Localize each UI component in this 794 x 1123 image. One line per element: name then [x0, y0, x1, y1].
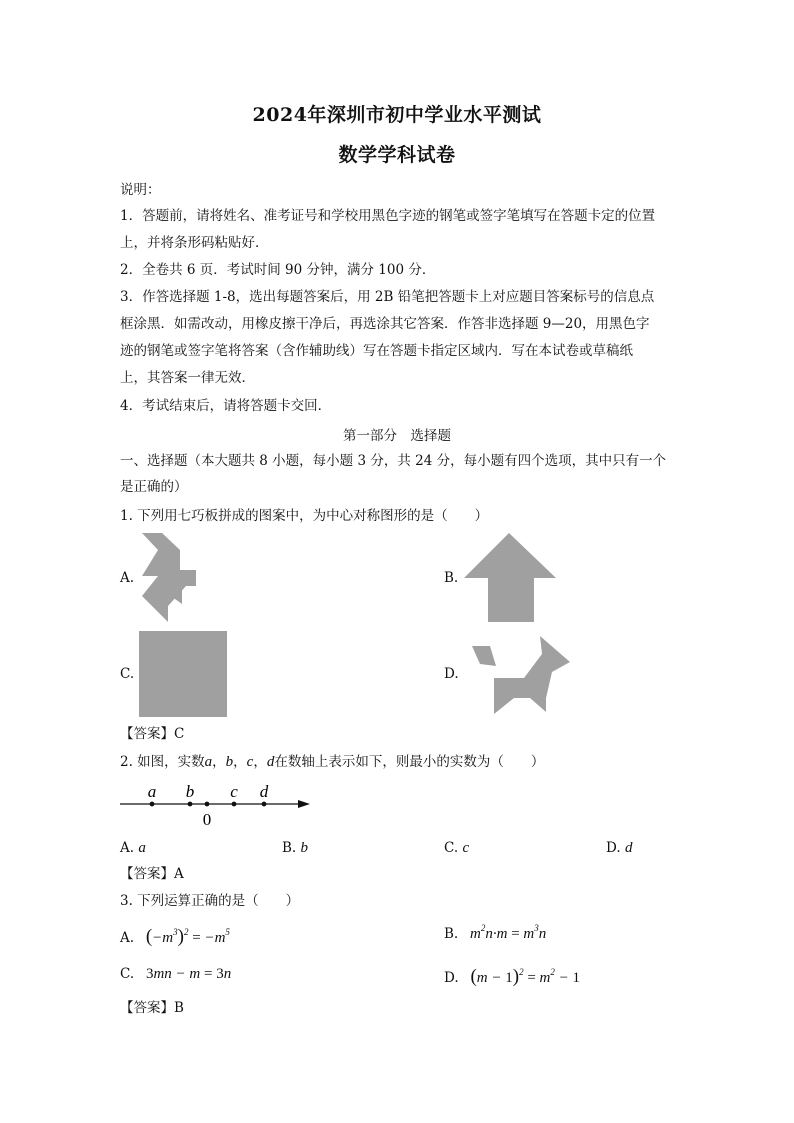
instruction-line: 1．答题前，请将姓名、准考证号和学校用黑色字迹的钢笔或签字笔填写在答题卡定的位置 [120, 208, 656, 224]
instruction-line: 2．全卷共 6 页．考试时间 90 分钟，满分 100 分． [120, 262, 436, 278]
q3-expression-a: $(-m^3)^2 = -m^5$ [145, 926, 230, 947]
q2-option-d [606, 840, 632, 857]
part1-intro: 一、选择题（本大题共 8 小题，每小题 3 分，共 24 分，每小题有四个选项，其中只有一个 [120, 453, 667, 469]
exam-title: 2024年深圳市初中学业水平测试 [252, 104, 542, 126]
option-label: C. [444, 840, 463, 856]
q3-option-c [120, 966, 231, 983]
q2-stem-pre: 2. 如图，实数 [120, 754, 205, 770]
instruction-line: 4．考试结束后，请将答题卡交回． [120, 398, 332, 414]
option-label: B. [282, 840, 301, 856]
number-line [118, 778, 318, 828]
point-a [150, 802, 155, 807]
tangram-b-shape [462, 532, 558, 624]
q3-expression-c: 3mn − m = 3n [145, 966, 232, 982]
q3-option-b [444, 923, 547, 943]
point-b [188, 802, 193, 807]
q2-option-a [120, 840, 146, 857]
option-label: D. [444, 970, 459, 986]
point-d [262, 802, 267, 807]
option-value: c [462, 840, 470, 856]
q1-option-d-label: D. [444, 666, 459, 682]
instruction-line: 上，其答案一律无效． [120, 370, 255, 386]
instruction-line: 上，并将条形码粘贴好． [120, 235, 269, 251]
separator: ， [233, 754, 247, 770]
q3-option-a [120, 926, 230, 948]
q2-option-b [282, 840, 308, 857]
q2-stem-post: 在数轴上表示如下，则最小的实数为（ ） [274, 754, 545, 770]
q1-option-a-label: A. [120, 570, 135, 586]
option-label: D. [606, 840, 625, 856]
option-value: a [138, 840, 146, 856]
option-value: d [624, 840, 633, 856]
point-zero [205, 802, 210, 807]
q3-option-d [444, 966, 580, 988]
exam-subtitle: 数学学科试卷 [338, 144, 456, 166]
q3-answer: 【答案】B [120, 1000, 184, 1016]
var-d: d [266, 754, 275, 770]
q3-expression-d: $(m - 1)^2 = m^2 - 1$ [470, 966, 580, 987]
tangram-a-shape [136, 530, 202, 626]
instructions-heading: 说明： [120, 182, 161, 198]
label-a: a [147, 782, 157, 801]
var-c: c [246, 754, 254, 770]
label-zero: 0 [202, 810, 212, 829]
label-d: d [259, 782, 269, 801]
tangram-c-shape [139, 631, 227, 717]
var-b: b [225, 754, 234, 770]
number-line-arrow-icon [298, 800, 310, 808]
q2-stem [120, 752, 680, 772]
var-a: a [204, 754, 213, 770]
q2-answer: 【答案】A [120, 866, 184, 882]
option-label: B. [444, 926, 459, 942]
part1-heading: 第一部分 选择题 [343, 428, 451, 444]
q2-option-c [444, 840, 469, 857]
instruction-line: 迹的钢笔或签字笔将答案（含作辅助线）写在答题卡指定区域内．写在本试卷或草稿纸 [120, 343, 633, 359]
q1-stem: 1. 下列用七巧板拼成的图案中，为中心对称图形的是（ ） [120, 508, 489, 524]
instruction-line: 框涂黑．如需改动，用橡皮擦干净后，再选涂其它答案．作答非选择题 9—20，用黑色字 [120, 316, 650, 332]
option-label: C. [120, 966, 135, 982]
instruction-line: 3．作答选择题 1-8，选出每题答案后，用 2B 铅笔把答题卡上对应题目答案标号的信息点 [120, 289, 655, 305]
q1-answer: 【答案】C [120, 726, 185, 742]
point-c [232, 802, 237, 807]
q1-option-c-label: C. [120, 666, 135, 682]
tangram-d-shape [468, 632, 574, 718]
part1-intro: 是正确的） [120, 479, 188, 495]
label-c: c [230, 782, 238, 801]
separator: ， [212, 754, 226, 770]
q3-expression-b: $m^2n\cdot m = m^3n$ [470, 923, 547, 942]
separator: ， [253, 754, 267, 770]
option-label: A. [120, 930, 135, 946]
q3-stem: 3. 下列运算正确的是（ ） [120, 893, 300, 909]
option-value: b [300, 840, 309, 856]
option-label: A. [120, 840, 139, 856]
label-b: b [185, 782, 195, 801]
q1-option-b-label: B. [444, 570, 459, 586]
